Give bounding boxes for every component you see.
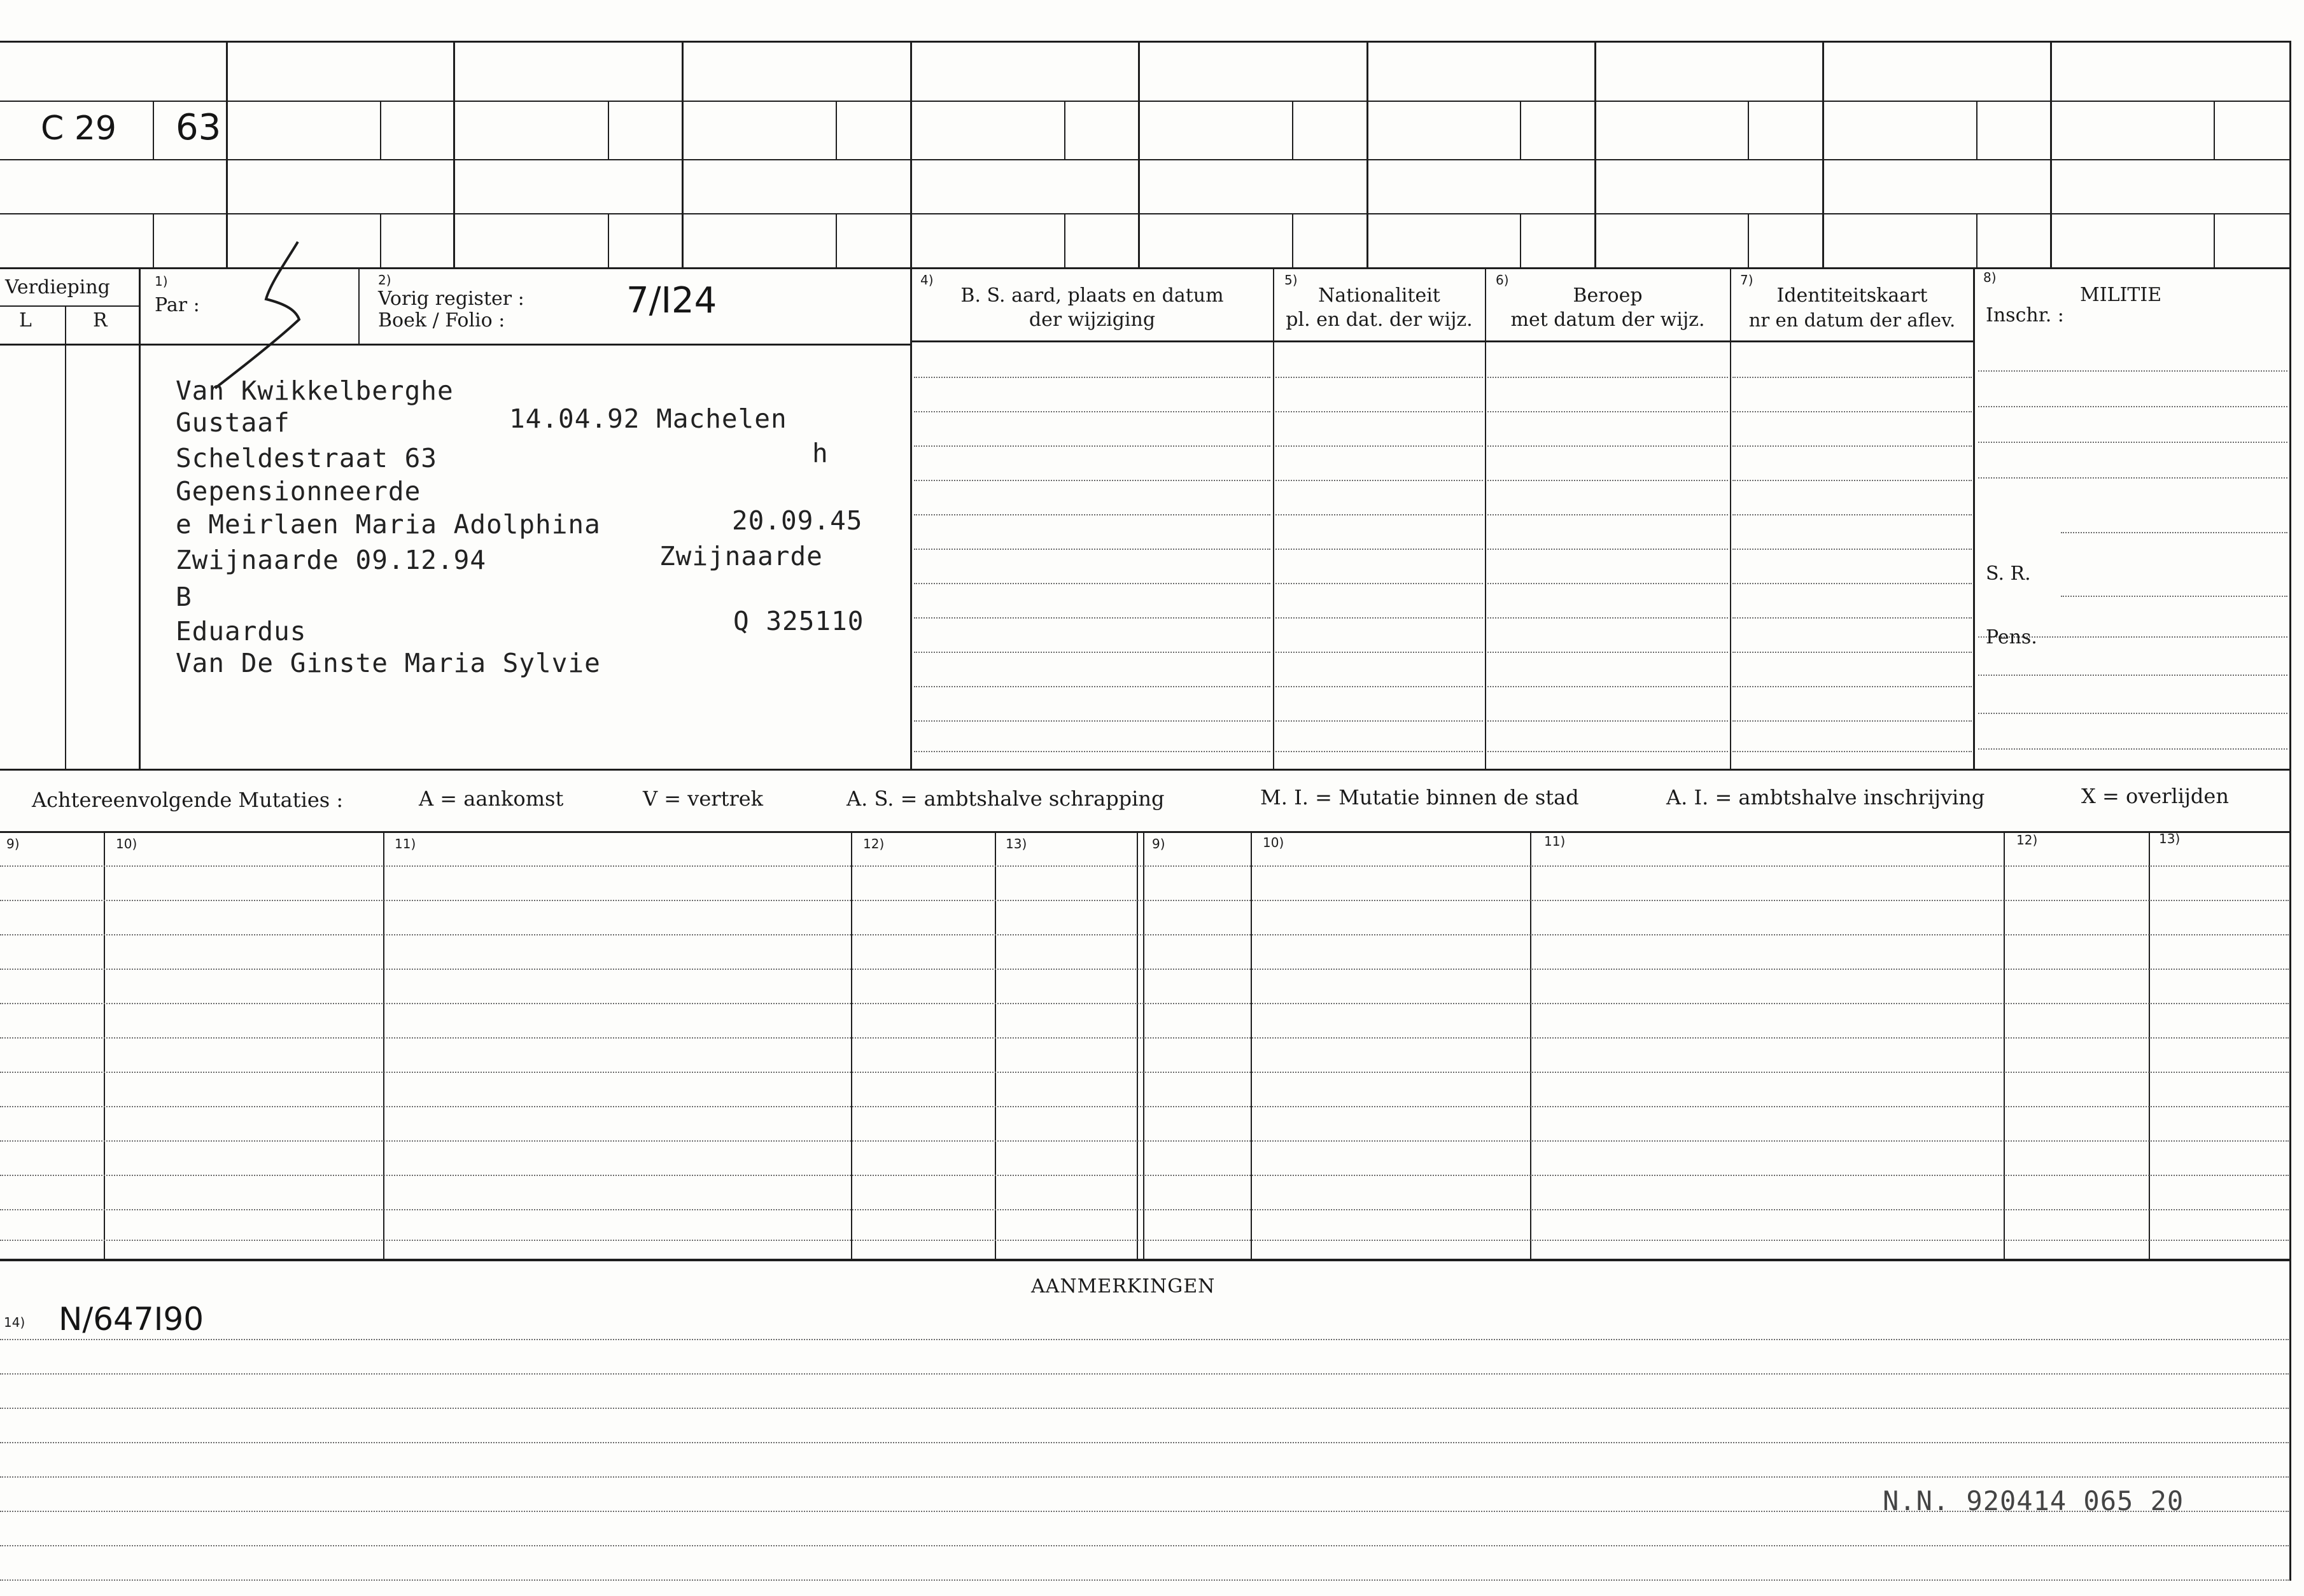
militie-pens-label: Pens. <box>1986 626 2037 648</box>
mutations-title: Achtereenvolgende Mutaties : <box>32 788 344 812</box>
legend-mutatie-binnen-stad: M. I. = Mutatie binnen de stad <box>1260 785 1579 809</box>
mut-col-10-right: 10) <box>1263 835 1284 850</box>
person-mother: Van De Ginste Maria Sylvie <box>176 648 601 678</box>
legend-overlijden: X = overlijden <box>2081 784 2229 808</box>
person-marriage-date: 20.09.45 <box>732 505 863 536</box>
aanmerkingen-number: 14) <box>4 1315 25 1330</box>
boek-folio-label: Boek / Folio : <box>378 309 505 332</box>
mut-col-12-left: 12) <box>863 836 885 851</box>
mutations-entry-lines <box>0 831 2289 1259</box>
col6-entry-lines <box>1487 344 1728 769</box>
legend-aankomst: A = aankomst <box>419 787 564 811</box>
person-gender: h <box>812 438 829 468</box>
par-label: Par : <box>155 294 200 316</box>
person-father: Eduardus <box>176 616 307 647</box>
legend-ambtshalve-schrapping: A. S. = ambtshalve schrapping <box>846 787 1165 811</box>
mut-col-10-left: 10) <box>116 836 137 851</box>
col7-entry-lines <box>1732 344 1972 769</box>
col5-number: 5) <box>1284 272 1298 288</box>
col7-header <box>1731 284 1973 332</box>
verdieping-left: L <box>19 309 32 332</box>
person-address: Scheldestraat 63 <box>176 443 437 473</box>
par-signature-mark <box>210 235 363 395</box>
col6-header <box>1486 284 1729 332</box>
person-occupation: Gepensionneerde <box>176 476 421 507</box>
mut-col-13-right: 13) <box>2159 831 2181 846</box>
militie-sr-label: S. R. <box>1986 563 2031 585</box>
col7-line2: nr en datum der aflev. <box>1748 309 1956 331</box>
person-surname: Van Kwikkelberghe <box>176 375 454 406</box>
vorig-register-value: 7/I24 <box>626 280 717 321</box>
col4-entry-lines <box>914 344 1270 769</box>
person-id-card: Q 325110 <box>733 606 864 636</box>
register-code-house: 63 <box>176 107 221 148</box>
col5-line1: Nationaliteit <box>1318 284 1440 307</box>
col5-header <box>1274 284 1484 332</box>
person-spouse-birth: Zwijnaarde 09.12.94 <box>176 545 486 575</box>
mut-col-11-right: 11) <box>1544 834 1566 849</box>
col4-line1: B. S. aard, plaats en datum <box>960 284 1224 307</box>
vorig-register-number: 2) <box>378 272 391 288</box>
legend-ambtshalve-inschrijving: A. I. = ambtshalve inschrijving <box>1666 785 1985 809</box>
aanmerkingen-value: N/647I90 <box>59 1301 204 1338</box>
col6-line2: met datum der wijz. <box>1510 309 1705 331</box>
col4-number: 4) <box>920 272 934 288</box>
militie-inschr: Inschr. : <box>1986 304 2064 326</box>
person-firstname: Gustaaf <box>176 407 290 438</box>
col5-line2: pl. en dat. der wijz. <box>1286 309 1473 331</box>
person-spouse: e Meirlaen Maria Adolphina <box>176 509 601 540</box>
aanmerkingen-lines <box>0 1305 2289 1585</box>
national-number: N.N. 920414 065 20 <box>1883 1485 2184 1516</box>
mut-col-9-left: 9) <box>6 836 20 851</box>
col5-entry-lines <box>1275 344 1483 769</box>
vorig-register-label: Vorig register : <box>378 288 524 310</box>
col6-line1: Beroep <box>1573 284 1643 307</box>
aanmerkingen-title: AANMERKINGEN <box>1031 1275 1216 1298</box>
register-code-letter: C 29 <box>41 109 117 148</box>
mut-col-9-right: 9) <box>1152 836 1165 851</box>
legend-vertrek: V = vertrek <box>643 787 764 811</box>
mut-col-12-right: 12) <box>2016 832 2038 848</box>
col7-number: 7) <box>1740 272 1753 288</box>
verdieping-title: Verdieping <box>5 276 110 298</box>
col6-number: 6) <box>1496 272 1509 288</box>
mut-col-13-left: 13) <box>1006 836 1027 851</box>
person-nationality-code: B <box>176 582 192 612</box>
militie-title: MILITIE <box>2080 284 2162 306</box>
par-number: 1) <box>155 274 168 289</box>
col7-line1: Identiteitskaart <box>1776 284 1928 307</box>
person-spouse-place: Zwijnaarde <box>659 541 823 571</box>
person-birth: 14.04.92 Machelen <box>509 403 787 434</box>
mut-col-11-left: 11) <box>395 836 416 851</box>
col8-number: 8) <box>1983 270 1997 285</box>
verdieping-right: R <box>93 309 108 332</box>
col4-header <box>914 284 1270 332</box>
col4-line2: der wijziging <box>1029 309 1156 331</box>
militie-entry-lines <box>1978 344 2287 769</box>
